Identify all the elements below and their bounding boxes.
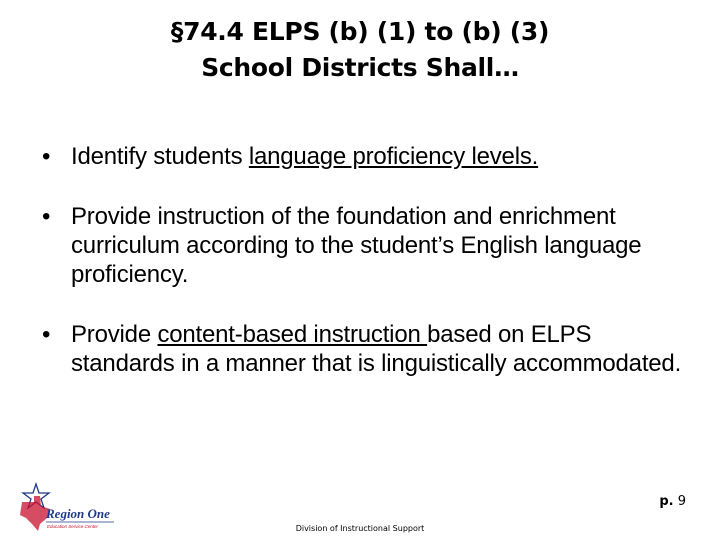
bullet-text: Provide [71, 321, 158, 348]
bullet-item-provide-instruction [42, 202, 682, 289]
bullet-text: Identify students [71, 143, 249, 170]
logo-text: Region One [46, 506, 110, 521]
slide-title [0, 14, 720, 86]
page-number [659, 494, 686, 509]
title-line-2: School Districts Shall… [201, 53, 519, 82]
bullet-item-identify [42, 142, 682, 171]
logo-subtext: Education Service Center [47, 524, 99, 529]
bullet-dot: • [42, 143, 51, 170]
division-footer: Division of Instructional Support [295, 524, 425, 533]
underlined-text: language proficiency levels. [248, 143, 539, 170]
bullet-dot: • [42, 321, 51, 348]
bullet-text: Provide instruction of the foundation and enrichment curriculum according to the student’s English language proficiency. [71, 203, 642, 288]
page-value: 9 [677, 494, 686, 509]
title-line-1: §74.4 ELPS (b) (1) to (b) (3) [170, 17, 550, 46]
bullet-text-after: based on ELPS standards in a manner that is linguistically accommodated. [71, 321, 682, 377]
underlined-text: content-based instruction [157, 321, 428, 348]
bullet-item-content-based [42, 320, 682, 378]
bullet-list [42, 142, 682, 378]
page-prefix: p. [659, 494, 674, 509]
bullet-dot: • [42, 203, 51, 230]
